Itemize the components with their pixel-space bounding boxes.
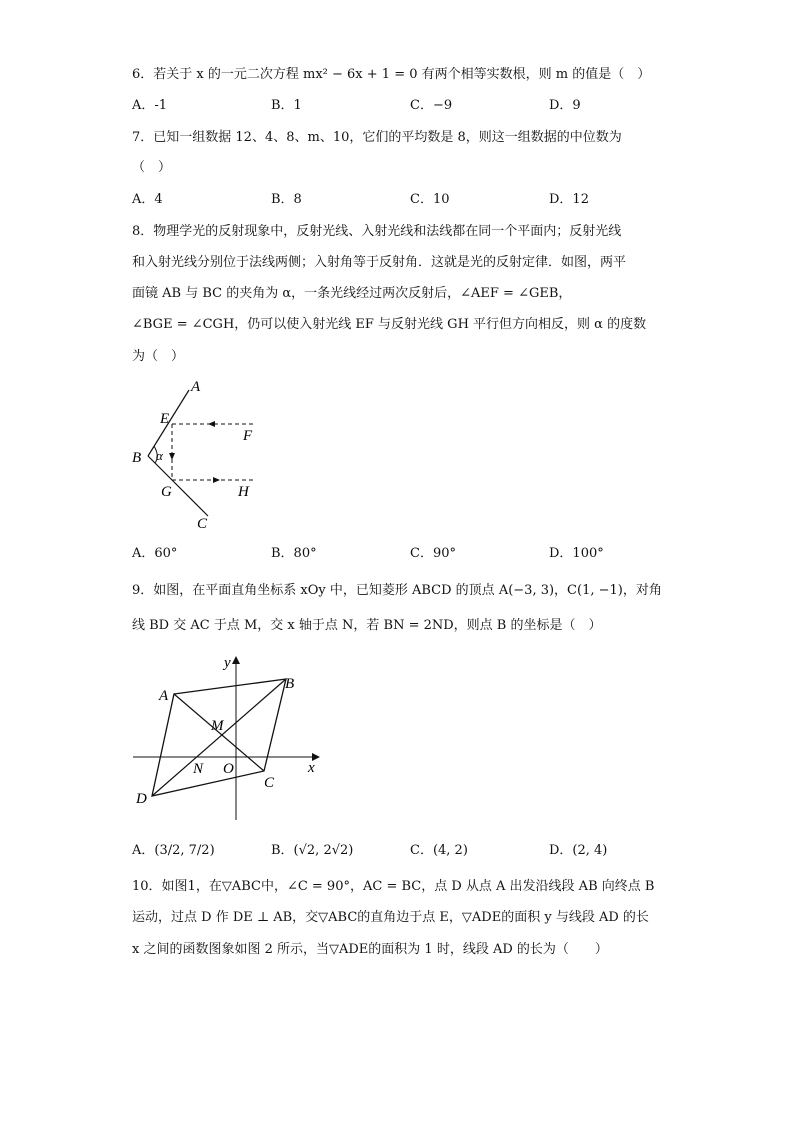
q7-option-b: B．8 [271, 192, 302, 207]
q8-stem-line1: 8．物理学光的反射现象中，反射光线、入射光线和法线都在同一个平面内；反射光线 [132, 224, 622, 239]
q6-option-a: A．-1 [132, 98, 168, 113]
label-a: A [159, 688, 169, 704]
label-d: D [136, 791, 147, 807]
label-c: C [197, 516, 208, 532]
label-c: C [264, 775, 275, 791]
q7-stem-line1: 7．已知一组数据 12、4、8、m、10，它们的平均数是 8，则这一组数据的中位数为 [132, 130, 622, 145]
q8-option-b: B．80° [271, 546, 317, 561]
q6-option-d: D．9 [549, 98, 581, 113]
label-b: B [285, 676, 295, 692]
label-y: y [224, 655, 231, 671]
q9-stem-line1: 9．如图，在平面直角坐标系 xOy 中，已知菱形 ABCD 的顶点 A(−3, 3)，C(1, −1)，对角 [132, 583, 662, 598]
q9-option-d: D．(2, 4) [549, 843, 608, 858]
q10-stem-line1: 10．如图1，在▽ABC中，∠C = 90°，AC = BC，点 D 从点 A 出发沿线段 AB 向终点 B [132, 879, 655, 894]
q8-stem-line5: 为（ ） [132, 349, 185, 364]
q6-stem: 6．若关于 x 的一元二次方程 mx² − 6x + 1 = 0 有两个相等实数根，则 m 的值是（ ） [132, 67, 651, 82]
q8-option-d: D．100° [549, 546, 604, 561]
q8-stem-line3: 面镜 AB 与 BC 的夹角为 α，一条光线经过两次反射后，∠AEF = ∠GEB， [132, 286, 572, 301]
q8-stem-line2: 和入射光线分别位于法线两侧；入射角等于反射角．这就是光的反射定律．如图，两平 [132, 255, 627, 270]
q9-rhombus-figure [128, 650, 328, 820]
q7-option-d: D．12 [549, 192, 589, 207]
q8-option-a: A．60° [132, 546, 178, 561]
mirror-bc [148, 456, 208, 516]
label-m: M [211, 718, 224, 734]
label-b: B [132, 450, 142, 466]
q8-stem-line4: ∠BGE = ∠CGH，仍可以使入射光线 EF 与反射光线 GH 平行但方向相反，则 α 的度数 [132, 317, 647, 332]
q7-stem-line2: （ ） [132, 160, 172, 175]
q8-mirror-figure [128, 376, 268, 536]
q9-option-b: B．(√2, 2√2) [271, 843, 354, 858]
q9-option-a: A．(3/2, 7/2) [132, 843, 215, 858]
arrow-left-icon [208, 421, 215, 427]
q6-option-b: B．1 [271, 98, 302, 113]
label-f: F [243, 428, 253, 444]
label-o: O [223, 761, 234, 777]
label-alpha: α [156, 448, 163, 463]
label-e: E [160, 411, 170, 427]
q6-option-c: C．−9 [410, 98, 453, 113]
label-g: G [161, 484, 172, 500]
label-n: N [193, 761, 204, 777]
q7-option-a: A．4 [132, 192, 163, 207]
arrow-right-icon [213, 477, 220, 483]
q10-stem-line2: 运动，过点 D 作 DE ⊥ AB，交▽ABC的直角边于点 E，▽ADE的面积 y 与线段 AD 的长 [132, 910, 649, 925]
q7-option-c: C．10 [410, 192, 450, 207]
arrow-down-icon [169, 453, 175, 460]
q8-option-c: C．90° [410, 546, 456, 561]
q10-stem-line3: x 之间的函数图象如图 2 所示，当▽ADE的面积为 1 时，线段 AD 的长为（ ） [132, 942, 608, 957]
label-x: x [308, 760, 315, 776]
label-a: A [191, 379, 201, 395]
label-h: H [238, 484, 249, 500]
q9-option-c: C．(4, 2) [410, 843, 468, 858]
q9-stem-line2: 线 BD 交 AC 于点 M，交 x 轴于点 N，若 BN = 2ND，则点 B 的坐标是（ ） [132, 618, 602, 633]
